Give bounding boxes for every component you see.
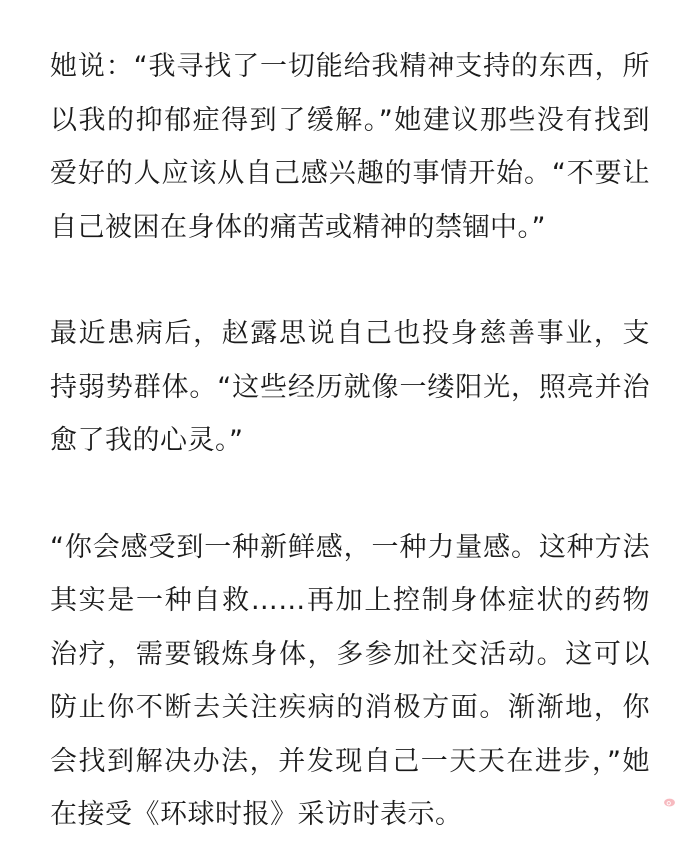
weibo-logo-icon bbox=[662, 792, 680, 810]
article-paragraph-3: “你会感受到一种新鲜感，一种力量感。这种方法其实是一种自救……再加上控制身体症状的药物治疗，需要锻炼身体，多参加社交活动。这可以防止你不断去关注疾病的消极方面。渐渐地，你会找到解决办法，并发现自己一天天在进步，”她在接受《环球时报》采访时表示。 bbox=[50, 531, 650, 830]
weibo-watermark bbox=[662, 792, 680, 810]
article-paragraph-2: 最近患病后，赵露思说自己也投身慈善事业，支持弱势群体。“这些经历就像一缕阳光，照亮并治愈了我的心灵。” bbox=[50, 318, 650, 456]
article-paragraph-1: 她说：“我寻找了一切能给我精神支持的东西，所以我的抑郁症得到了缓解。”她建议那些没有找到爱好的人应该从自己感兴趣的事情开始。“不要让自己被困在身体的痛苦或精神的禁锢中。” bbox=[50, 51, 650, 243]
article-body bbox=[50, 40, 650, 842]
